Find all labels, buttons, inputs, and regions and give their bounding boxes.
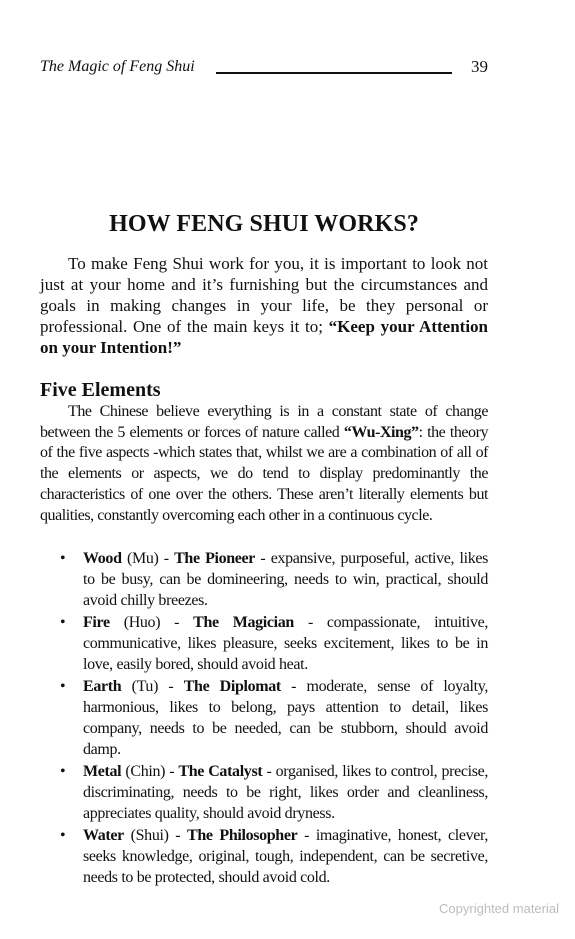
element-name: Earth	[83, 678, 122, 695]
elements-intro-paragraph	[40, 402, 488, 526]
element-description: - imaginative, honest, clever, seeks knowledge, original, tough, independent, can be secretive, needs to be protected, should avoid cold.	[83, 827, 488, 886]
header-rule	[216, 72, 452, 74]
element-name: Fire	[83, 614, 110, 631]
elements-intro-continuation: : the theory of the five aspects -which states that, whilst we are a combination of all of the elements or aspects, we do tend to display predominantly the characteristics of one over the others. These aren’t literally elements but qualities, constantly overcoming each other in a continuous cycle.	[40, 423, 489, 524]
element-chinese-name: (Tu) -	[121, 678, 184, 695]
section-heading: Five Elements	[40, 379, 161, 401]
running-header	[40, 57, 488, 81]
element-description: - organised, likes to control, precise, discriminating, needs to be right, likes order and cleanliness, appreciates quality, should avoid dryness.	[83, 763, 488, 822]
copyright-watermark: Copyrighted material	[439, 901, 559, 916]
element-name: Water	[83, 827, 124, 844]
element-item-metal	[40, 761, 488, 824]
bullet-icon: •	[60, 827, 66, 844]
element-name: Wood	[83, 550, 122, 567]
chapter-title: HOW FENG SHUI WORKS?	[109, 211, 419, 238]
bullet-icon: •	[60, 763, 66, 780]
element-item-water	[40, 825, 488, 888]
element-item-earth	[40, 676, 488, 760]
wu-xing-term: “Wu-Xing”	[343, 423, 419, 441]
page-number: 39	[471, 57, 488, 76]
element-chinese-name: (Chin) -	[121, 763, 179, 780]
element-archetype: The Diplomat	[183, 678, 281, 695]
bullet-icon: •	[60, 614, 66, 631]
element-archetype: The Magician	[193, 614, 294, 631]
element-archetype: The Pioneer	[174, 550, 256, 567]
element-chinese-name: (Huo) -	[109, 614, 194, 631]
element-description: - expansive, purposeful, active, likes to be busy, can be domineering, needs to win, practical, should avoid chilly breezes.	[83, 550, 488, 609]
element-name: Metal	[83, 763, 122, 780]
elements-intro-text: The Chinese believe everything is in a constant state of change between the 5 elements or forces of nature called	[40, 403, 488, 441]
element-chinese-name: (Mu) -	[121, 550, 175, 567]
book-title: The Magic of Feng Shui	[40, 58, 195, 75]
element-list	[40, 548, 488, 889]
intro-text: To make Feng Shui work for you, it is important to look not just at your home and it’s furnishing but the circumstances and goals in making changes in your life, be they personal or professional. One of the main keys it to;	[40, 254, 488, 336]
element-description: - compassionate, intuitive, communicative, likes pleasure, seeks excitement, likes to be in love, easily bored, should avoid heat.	[83, 614, 489, 673]
bullet-icon: •	[60, 678, 66, 695]
element-archetype: The Philosopher	[187, 827, 298, 844]
bullet-icon: •	[60, 550, 66, 567]
element-description: - moderate, sense of loyalty, harmonious, likes to belong, pays attention to detail, likes company, needs to be needed, can be stubborn, should avoid damp.	[83, 678, 488, 758]
element-item-fire	[40, 612, 488, 675]
element-item-wood	[40, 548, 488, 611]
intro-emphasis: “Keep your Attention on your Intention!”	[40, 317, 488, 357]
element-archetype: The Catalyst	[178, 763, 263, 780]
intro-paragraph	[40, 253, 488, 358]
element-chinese-name: (Shui) -	[123, 827, 188, 844]
